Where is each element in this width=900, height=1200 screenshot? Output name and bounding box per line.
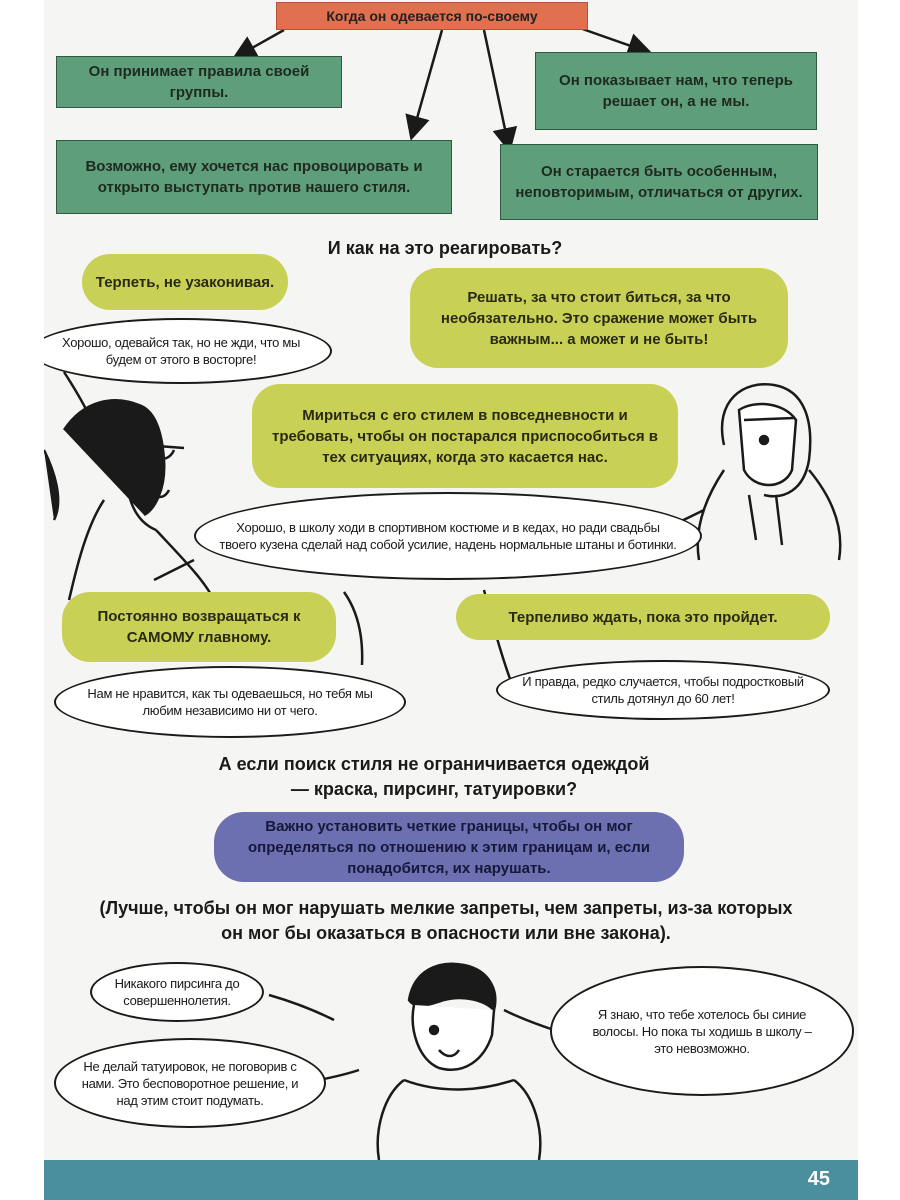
woman-illustration xyxy=(44,400,214,600)
reason-box-decides: Он показывает нам, что теперь решает он, а не мы. xyxy=(535,52,817,130)
comic-page xyxy=(44,0,858,1200)
reason-box-special: Он старается быть особенным, неповторимым, отличаться от других. xyxy=(500,144,818,220)
speech-bubble-love-you: Нам не нравится, как ты одеваешься, но тебя мы любим независимо ни от чего. xyxy=(54,666,406,738)
tip-choose-battles: Решать, за что стоит биться, за что необязательно. Это сражение может быть важным... а может и не быть! xyxy=(410,268,788,368)
tip-accept-style: Мириться с его стилем в повседневности и требовать, чтобы он постарался приспособиться в тех ситуациях, когда это касается нас. xyxy=(252,384,678,488)
reason-box-provoke: Возможно, ему хочется нас провоцировать и открыто выступать против нашего стиля. xyxy=(56,140,452,214)
tip-return-to-main: Постоянно возвращаться к САМОМУ главному. xyxy=(62,592,336,662)
tip-set-boundaries: Важно установить четкие границы, чтобы он мог определяться по отношению к этим границам и, если понадобится, их нарушать. xyxy=(214,812,684,882)
speech-bubble-60-years: И правда, редко случается, чтобы подростковый стиль дотянул до 60 лет! xyxy=(496,660,830,720)
tip-wait-patiently: Терпеливо ждать, пока это пройдет. xyxy=(456,594,830,640)
question-beyond-clothes: А если поиск стиля не ограничивается одеждой — краска, пирсинг, татуировки? xyxy=(218,754,650,799)
page-title: Когда он одевается по-своему xyxy=(276,2,588,30)
speech-bubble-wedding: Хорошо, в школу ходи в спортивном костюме и в кедах, но ради свадьбы твоего кузена сделай над собой усилие, надень нормальные штаны и ботинки. xyxy=(194,492,702,580)
hooded-teen-illustration xyxy=(698,384,841,560)
tip-tolerate: Терпеть, не узаконивая. xyxy=(82,254,288,310)
speech-bubble-no-piercing: Никакого пирсинга до совершеннолетия. xyxy=(90,962,264,1022)
speech-bubble-no-tattoo: Не делай татуировок, не поговорив с нами. Это бесповоротное решение, и над этим стоит подумать. xyxy=(54,1038,326,1128)
note-small-prohibitions: (Лучше, чтобы он мог нарушать мелкие запреты, чем запреты, из-за которых он мог бы оказаться в опасности или вне закона). xyxy=(99,898,793,943)
question-how-to-react: И как на это реагировать? xyxy=(327,238,563,258)
reason-box-group-rules: Он принимает правила своей группы. xyxy=(56,56,342,108)
speech-bubble-dress-like-this: Хорошо, одевайся так, но не жди, что мы будем от этого в восторге! xyxy=(44,318,332,384)
teen-illustration xyxy=(378,964,541,1160)
speech-bubble-blue-hair: Я знаю, что тебе хотелось бы синие волосы. Но пока ты ходишь в школу – это невозможно. xyxy=(550,966,854,1096)
page-footer xyxy=(44,1160,858,1200)
page-number: 45 xyxy=(807,1168,830,1190)
